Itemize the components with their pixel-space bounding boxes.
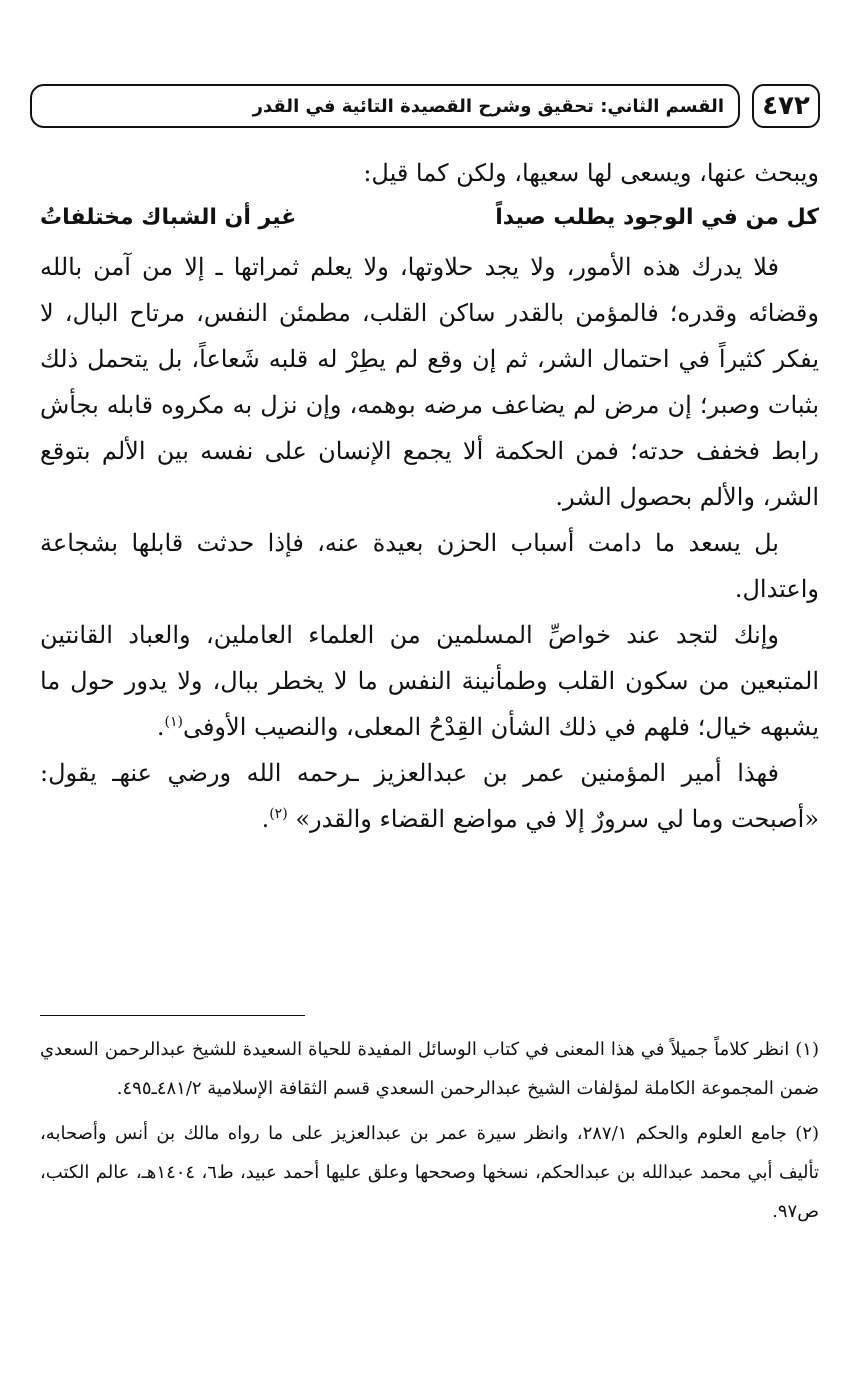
paragraph-2: بل يسعد ما دامت أسباب الحزن بعيدة عنه، فإذا حدثت قابلها بشجاعة واعتدال. — [40, 529, 819, 603]
footnote-2: (٢) جامع العلوم والحكم ٢٨٧/١، وانظر سيرة عمر بن عبدالعزيز على ما رواه مالك بن أنس وأصحابه، تأليف أبي محمد عبدالله بن عبدالحكم، نسخها وصححها وعلق عليها أحمد عبيد، ط٦، ١٤٠٤هـ، عالم الكتب، ص٩٧. — [40, 1123, 819, 1222]
page-header — [30, 84, 820, 130]
footnote-1: (١) انظر كلاماً جميلاً في هذا المعنى في كتاب الوسائل المفيدة للحياة السعيدة للشيخ عبدالرحمن السعدي ضمن المجموعة الكاملة لمؤلفات الشيخ عبدالرحمن السعدي قسم الثقافة الإسلامية ٤٨١/٢ـ٤٩٥. — [40, 1039, 819, 1099]
verse-first-hemistich: كل من في الوجود يطلب صيداً — [495, 205, 819, 230]
page-number: ٤٧٢ — [752, 84, 820, 128]
footnotes — [40, 1030, 819, 1237]
verse-second-hemistich: غير أن الشباك مختلفاتُ — [40, 205, 297, 230]
paragraph-4-text: فهذا أمير المؤمنين عمر بن عبدالعزيز ـرحمه الله ورضي عنهـ يقول: «أصبحت وما لي سرورٌ إلا في مواضع القضاء والقدر» — [40, 759, 819, 833]
paragraph-3-end: . — [156, 713, 165, 741]
paragraph-4-end: . — [261, 805, 270, 833]
footnote-separator — [40, 1015, 305, 1016]
main-text — [40, 150, 819, 842]
paragraph-1: فلا يدرك هذه الأمور، ولا يجد حلاوتها، ولا يعلم ثمراتها ـ إلا من آمن بالله وقضائه وقدره؛ فالمؤمن بالقدر ساكن القلب، مطمئن النفس، مرتاح البال، لا يفكر كثيراً في احتمال الشر، ثم إن وقع لم يطِرْ له قلبه شَعاعاً، بل يتحمل ذلك بثبات وصبر؛ إن مرض لم يضاعف مرضه بوهمه، وإن نزل به مكروه قابله بجأش رابط فخفف حدته؛ فمن الحكمة ألا يجمع الإنسان على نفسه بين الألم بتوقع الشر، والألم بحصول الشر. — [40, 253, 819, 511]
paragraph-4 — [40, 750, 819, 842]
footnote-ref-2: (٢) — [269, 806, 288, 822]
poem-verse — [40, 198, 819, 238]
paragraph-3-text: وإنك لتجد عند خواصِّ المسلمين من العلماء العاملين، والعباد القانتين المتبعين من سكون القلب وطمأنينة النفس ما لا يخطر ببال، ولا يدور حول ما يشبهه خيال؛ فلهم في ذلك الشأن القِدْحُ المعلى، والنصيب الأوفى — [40, 621, 819, 741]
running-title: القسم الثاني: تحقيق وشرح القصيدة التائية في القدر — [30, 84, 740, 128]
paragraph-3 — [40, 612, 819, 750]
intro-line: ويبحث عنها، ويسعى لها سعيها، ولكن كما قيل: — [363, 159, 819, 187]
footnote-ref-1: (١) — [164, 714, 183, 730]
